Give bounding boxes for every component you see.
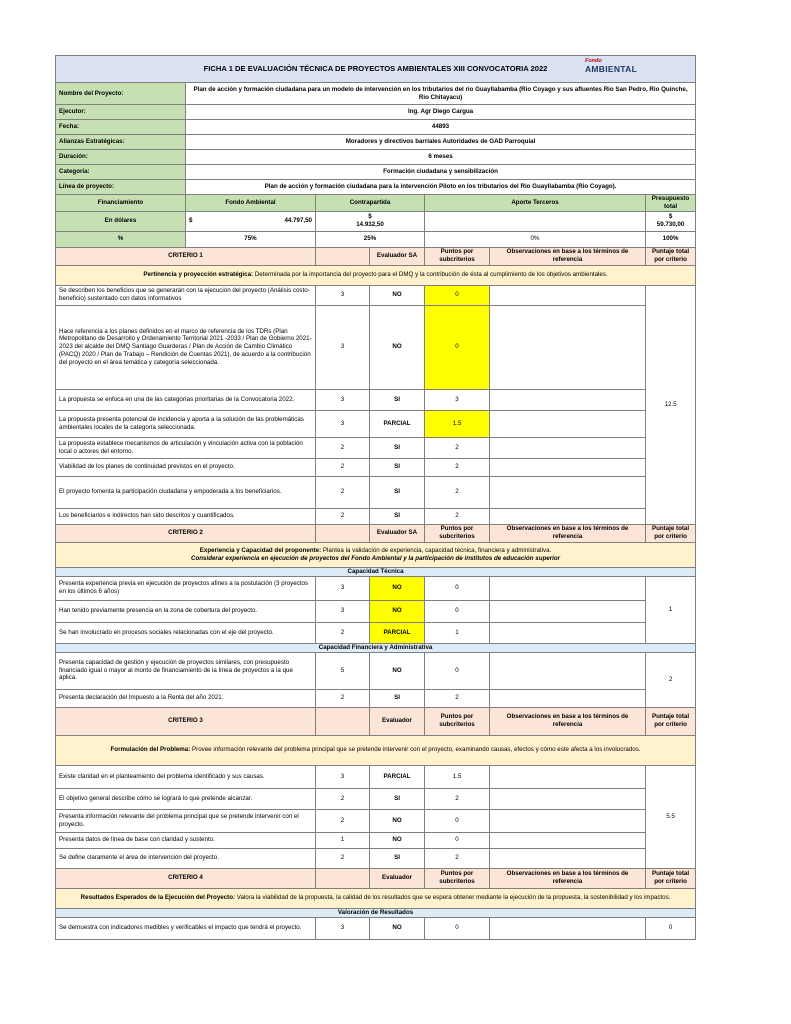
max-points: 5	[316, 652, 370, 689]
info-row-ejecutor	[56, 105, 696, 120]
max-points: 2	[316, 788, 370, 809]
capacidad-financiera-total: 2	[646, 652, 696, 707]
max-points: 3	[316, 600, 370, 622]
info-row-project	[56, 83, 696, 105]
max-points: 3	[316, 765, 370, 788]
sheet-title	[56, 56, 696, 83]
info-label: Ejecutor:	[56, 105, 186, 120]
info-value: Ing. Agr Diego Cargua	[186, 105, 696, 120]
table-row	[56, 576, 696, 600]
info-label: Duración:	[56, 150, 186, 165]
criterio-title: CRITERIO 2	[56, 524, 316, 542]
subcriterio-text: Presenta datos de línea de base con claridad y sustento.	[56, 832, 316, 848]
subcriterio-text: La propuesta presenta potencial de incidencia y aporta a la solución de las problemáticas ambientales locales de la categoría seleccionada.	[56, 410, 316, 437]
col-puntaje: Puntaje total por criterio	[646, 707, 696, 735]
evaluation: PARCIAL	[370, 410, 425, 437]
points: 2	[425, 848, 490, 868]
capacidad-financiera-row	[56, 643, 696, 652]
observations	[490, 410, 646, 437]
max-points: 2	[316, 848, 370, 868]
table-row	[56, 765, 696, 788]
table-row	[56, 410, 696, 437]
subcriterio-text: Se han involucrado en procesos sociales relacionadas con el eje del proyecto.	[56, 622, 316, 643]
observations	[490, 458, 646, 476]
info-value: 6 meses	[186, 150, 696, 165]
max-points: 3	[316, 410, 370, 437]
points: 2	[425, 437, 490, 458]
subcriterio-text: Han tenido previamente presencia en la zona de cobertura del proyecto.	[56, 600, 316, 622]
subcriterio-text: El proyecto fomenta la participación ciudadana y empoderada a los beneficiarios.	[56, 476, 316, 508]
points: 2	[425, 788, 490, 809]
evaluation: SI	[370, 437, 425, 458]
info-label: Fecha:	[56, 120, 186, 135]
subsection-title: Capacidad Técnica	[56, 567, 696, 576]
observations	[490, 622, 646, 643]
evaluation: SI	[370, 389, 425, 410]
max-points: 2	[316, 458, 370, 476]
col-observaciones: Observaciones en base a los términos de referencia	[490, 707, 646, 735]
evaluation: SI	[370, 689, 425, 707]
criterio3-description: Formulación del Problema: Provee información relevante del problema principal que se pretende intervenir con el proyecto, examinando causas, efectos y cómo este afecta a los involucrados.	[56, 735, 696, 765]
terceros-pct: 0%	[425, 231, 646, 247]
points: 0	[425, 652, 490, 689]
subcriterio-text: Existe claridad en el planteamiento del problema identificado y sus causas.	[56, 765, 316, 788]
criterio-title: CRITERIO 3	[56, 707, 316, 735]
points: 0	[425, 809, 490, 832]
table-row	[56, 285, 696, 305]
evaluation-sheet	[55, 55, 690, 940]
subcriterio-text: Presenta información relevante del problema principal que se pretende intervenir con el proyecto.	[56, 809, 316, 832]
evaluation: SI	[370, 476, 425, 508]
col-puntos: Puntos por subcriterios	[425, 247, 490, 265]
max-points: 1	[316, 832, 370, 848]
subcriterio-text: La propuesta se enfoca en una de las categorías prioritarias de la Convocatoria 2022.	[56, 389, 316, 410]
evaluation: SI	[370, 788, 425, 809]
table-row	[56, 508, 696, 524]
col-puntos: Puntos por subcriterios	[425, 524, 490, 542]
table-row	[56, 848, 696, 868]
evaluation: SI	[370, 848, 425, 868]
title-text: FICHA 1 DE EVALUACIÓN TÉCNICA DE PROYECTOS AMBIENTALES XIII CONVOCATORIA 2022	[203, 64, 548, 74]
criterio1-description: Pertinencia y proyección estratégica: Determinada por la importancia del proyecto para el DMQ y la contribución de ésta al cumplimiento de los objetivos ambientales.	[56, 265, 696, 285]
col-puntaje: Puntaje total por criterio	[646, 524, 696, 542]
logo-line2: AMBIENTAL	[584, 63, 638, 74]
evaluation: NO	[370, 809, 425, 832]
finance-usd-label: En dólares	[56, 211, 186, 231]
valoracion-resultados-row	[56, 908, 696, 917]
col-observaciones: Observaciones en base a los términos de referencia	[490, 868, 646, 888]
points: 0	[425, 576, 490, 600]
observations	[490, 437, 646, 458]
points: 0	[425, 305, 490, 389]
observations	[490, 809, 646, 832]
observations	[490, 848, 646, 868]
evaluation: SI	[370, 458, 425, 476]
terceros-amount	[425, 211, 646, 231]
subcriterio-text: Se demuestra con indicadores medibles y verificables el impacto que tendrá el proyecto.	[56, 917, 316, 939]
points: 2	[425, 458, 490, 476]
table-row	[56, 600, 696, 622]
table-row	[56, 622, 696, 643]
evaluation-table	[55, 55, 696, 940]
finance-header: Fondo Ambiental	[186, 195, 316, 212]
table-row	[56, 458, 696, 476]
evaluation: SI	[370, 508, 425, 524]
points: 0	[425, 832, 490, 848]
points: 2	[425, 476, 490, 508]
info-label: Categoría:	[56, 165, 186, 180]
observations	[490, 788, 646, 809]
observations	[490, 389, 646, 410]
observations	[490, 576, 646, 600]
logo-line1: Fondo	[584, 58, 602, 64]
points: 0	[425, 285, 490, 305]
max-points: 2	[316, 689, 370, 707]
evaluation: PARCIAL	[370, 622, 425, 643]
max-points: 3	[316, 917, 370, 939]
info-row-categoria	[56, 165, 696, 180]
total-amount: $ 59.730,00	[646, 211, 696, 231]
col-puntaje: Puntaje total por criterio	[646, 868, 696, 888]
max-points: 2	[316, 622, 370, 643]
subcriterio-text: Se define claramente el área de intervención del proyecto.	[56, 848, 316, 868]
subcriterio-text: Presenta declaración del Impuesto a la Renta del año 2021.	[56, 689, 316, 707]
table-row	[56, 809, 696, 832]
info-label: Línea de proyecto:	[56, 180, 186, 195]
finance-pct-row	[56, 231, 696, 247]
subsection-title: Capacidad Financiera y Administrativa	[56, 643, 696, 652]
points: 1	[425, 622, 490, 643]
points: 2	[425, 508, 490, 524]
criterio-title: CRITERIO 4	[56, 868, 316, 888]
criterio4-total: 0	[646, 917, 696, 939]
evaluation: NO	[370, 917, 425, 939]
col-observaciones: Observaciones en base a los términos de referencia	[490, 524, 646, 542]
criterio3-header-row	[56, 707, 696, 735]
info-value: Formación ciudadana y sensibilización	[186, 165, 696, 180]
fondo-ambiental-logo	[585, 59, 637, 73]
evaluation: PARCIAL	[370, 765, 425, 788]
capacidad-tecnica-row	[56, 567, 696, 576]
finance-header: Presupuesto total	[646, 195, 696, 212]
finance-header-row	[56, 195, 696, 212]
col-observaciones: Observaciones en base a los términos de referencia	[490, 247, 646, 265]
table-row	[56, 832, 696, 848]
points: 0	[425, 600, 490, 622]
points: 1.5	[425, 765, 490, 788]
evaluation: NO	[370, 832, 425, 848]
fondo-pct: 75%	[186, 231, 316, 247]
finance-usd-row	[56, 211, 696, 231]
col-evaluador: Evaluador	[370, 868, 425, 888]
col-evaluador: Evaluador SA	[370, 524, 425, 542]
max-points: 3	[316, 576, 370, 600]
points: 2	[425, 689, 490, 707]
subcriterio-text: Se describen los beneficios que se generarán con la ejecución del proyecto (Análisis costo-beneficio) sustentado con datos informativos	[56, 285, 316, 305]
table-row	[56, 437, 696, 458]
subcriterio-text: La propuesta establece mecanismos de articulación y vinculación activa con la población local o actores del entorno.	[56, 437, 316, 458]
info-row-duracion	[56, 150, 696, 165]
points: 3	[425, 389, 490, 410]
finance-header: Financiamiento	[56, 195, 186, 212]
col-puntaje: Puntaje total por criterio	[646, 247, 696, 265]
max-points: 2	[316, 476, 370, 508]
criterio4-header-row	[56, 868, 696, 888]
finance-header: Aporte Terceros	[425, 195, 646, 212]
info-label: Nombre del Proyecto:	[56, 83, 186, 105]
max-points: 2	[316, 809, 370, 832]
observations	[490, 305, 646, 389]
evaluation: NO	[370, 600, 425, 622]
points: 1.5	[425, 410, 490, 437]
evaluation: NO	[370, 305, 425, 389]
info-label: Alianzas Estratégicas:	[56, 135, 186, 150]
max-points: 2	[316, 508, 370, 524]
finance-pct-label: %	[56, 231, 186, 247]
contrapartida-amount: $ 14.932,50	[316, 211, 425, 231]
subcriterio-text: Los beneficiarios e indirectos han sido descritos y cuantificados.	[56, 508, 316, 524]
contrapartida-pct: 25%	[316, 231, 425, 247]
fondo-amount: $ 44.797,50	[186, 211, 316, 231]
col-puntos: Puntos por subcriterios	[425, 707, 490, 735]
info-row-linea	[56, 180, 696, 195]
col-evaluador: Evaluador	[370, 707, 425, 735]
max-points: 3	[316, 389, 370, 410]
table-row	[56, 689, 696, 707]
col-evaluador: Evaluador SA	[370, 247, 425, 265]
subcriterio-text: Hace referencia a los planes definidos en el marco de referencia de los TDRs (Plan Metropolitano de Desarrollo y Ordenamiento Territorial 2021 -2033 / Plan de Gobierno 2021-2023 del alcalde del DMQ Santiago Guarderas / Plan de Acción de Cambio Climático (PACQ) 2020 / Plan de Trabajo – Rendición de Cuentas 2021), de acuerdo a la contribución del proyecto en el área temática y categoría seleccionada.	[56, 305, 316, 389]
max-points: 3	[316, 285, 370, 305]
table-row	[56, 389, 696, 410]
col-puntos: Puntos por subcriterios	[425, 868, 490, 888]
points: 0	[425, 917, 490, 939]
criterio4-description: Resultados Esperados de la Ejecución del Proyecto: Valora la viabilidad de la propuesta, la calidad de los resultados que se espera obtener mediante la ejecución de la propuesta, la sostenibilidad y los impactos.	[56, 888, 696, 908]
observations	[490, 508, 646, 524]
info-value: Plan de acción y formación ciudadana para la intervención Piloto en los tributarios del Rio Guayllabamba (Rio Coyago).	[186, 180, 696, 195]
subcriterio-text: Viabilidad de los planes de continuidad previstos en el proyecto.	[56, 458, 316, 476]
criterio-title: CRITERIO 1	[56, 247, 316, 265]
table-row	[56, 476, 696, 508]
criterio2-description: Experiencia y Capacidad del proponente: Plantea la validación de experiencia, capacidad técnica, financiera y administrativa. Considerar experiencia en ejecución de proyectos del Fondo Ambiental y la participación de institutos de educación superior	[56, 542, 696, 567]
evaluation: NO	[370, 652, 425, 689]
info-value: 44893	[186, 120, 696, 135]
table-row	[56, 305, 696, 389]
criterio3-total: 5.5	[646, 765, 696, 868]
table-row	[56, 652, 696, 689]
observations	[490, 476, 646, 508]
observations	[490, 689, 646, 707]
finance-header: Contrapartida	[316, 195, 425, 212]
observations	[490, 652, 646, 689]
observations	[490, 917, 646, 939]
evaluation: NO	[370, 576, 425, 600]
info-row-fecha	[56, 120, 696, 135]
total-pct: 100%	[646, 231, 696, 247]
info-value: Plan de acción y formación ciudadana para un modelo de intervención en los tributarios del rio Guayllabamba (Rio Coyago y sus afluentes Rio San Pedro, Rio Quinche, Rio Chitayacu)	[186, 83, 696, 105]
subcriterio-text: Presenta experiencia previa en ejecución de proyectos afines a la postulación (3 proyectos en los últimos 6 años)	[56, 576, 316, 600]
criterio1-total: 12.5	[646, 285, 696, 524]
table-row	[56, 788, 696, 809]
max-points: 2	[316, 437, 370, 458]
max-points: 3	[316, 305, 370, 389]
capacidad-tecnica-total: 1	[646, 576, 696, 643]
observations	[490, 765, 646, 788]
subsection-title: Valoración de Resultados	[56, 908, 696, 917]
evaluation: NO	[370, 285, 425, 305]
subcriterio-text: Presenta capacidad de gestión y ejecución de proyectos similares, con presupuesto financiado igual o mayor al monto de financiamiento de la línea de proyectos a la que aplica.	[56, 652, 316, 689]
observations	[490, 832, 646, 848]
info-value: Moradores y directivos barriales Autoridades de GAD Parroquial	[186, 135, 696, 150]
observations	[490, 600, 646, 622]
subcriterio-text: El objetivo general describe cómo se logrará lo que pretende alcanzar.	[56, 788, 316, 809]
observations	[490, 285, 646, 305]
criterio2-header-row	[56, 524, 696, 542]
criterio1-header-row	[56, 247, 696, 265]
info-row-alianzas	[56, 135, 696, 150]
table-row	[56, 917, 696, 939]
